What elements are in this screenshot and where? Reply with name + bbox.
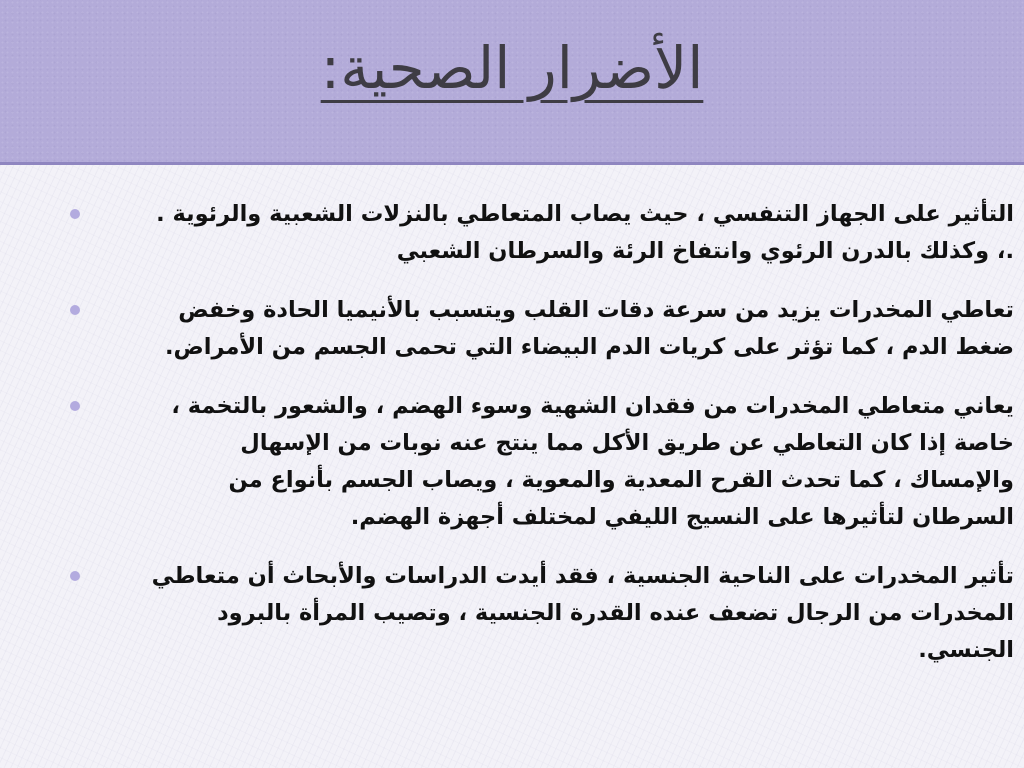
bullet-item	[96, 196, 1014, 270]
bullet-dot-icon	[70, 209, 80, 219]
bullet-dot-icon	[70, 401, 80, 411]
slide-title-text: الأضرار الصحية:	[320, 34, 704, 102]
bullet-text: تعاطي المخدرات يزيد من سرعة دقات القلب ويتسبب بالأنيميا الحادة وخفض ضغط الدم ، كما تؤثر على كريات الدم البيضاء التي تحمى الجسم من الأمراض.	[164, 297, 1014, 360]
bullet-dot-icon	[70, 571, 80, 581]
bullet-item	[96, 388, 1014, 536]
bullet-dot-icon	[70, 305, 80, 315]
bullet-text: التأثير على الجهاز التنفسي ، حيث يصاب المتعاطي بالنزلات الشعبية والرئوية . .، وكذلك بالدرن الرئوي وانتفاخ الرئة والسرطان الشعبي	[156, 201, 1014, 264]
bullet-item	[96, 292, 1014, 366]
slide-title	[0, 34, 1024, 104]
bullet-text: تأثير المخدرات على الناحية الجنسية ، فقد أيدت الدراسات والأبحاث أن متعاطي المخدرات من الرجال تضعف عنده القدرة الجنسية ، وتصيب المرأة بالبرود الجنسي.	[151, 563, 1014, 663]
bullet-item	[96, 558, 1014, 669]
bullet-text: يعاني متعاطي المخدرات من فقدان الشهية وسوء الهضم ، والشعور بالتخمة ، خاصة إذا كان التعاطي عن طريق الأكل مما ينتج عنه نوبات من الإسهال والإمساك ، كما تحدث القرح المعدية والمعوية ، ويصاب الجسم بأنواع من السرطان لتأثيرها على النسيج الليفي لمختلف أجهزة الهضم.	[171, 393, 1014, 530]
bullet-list	[96, 196, 1014, 691]
